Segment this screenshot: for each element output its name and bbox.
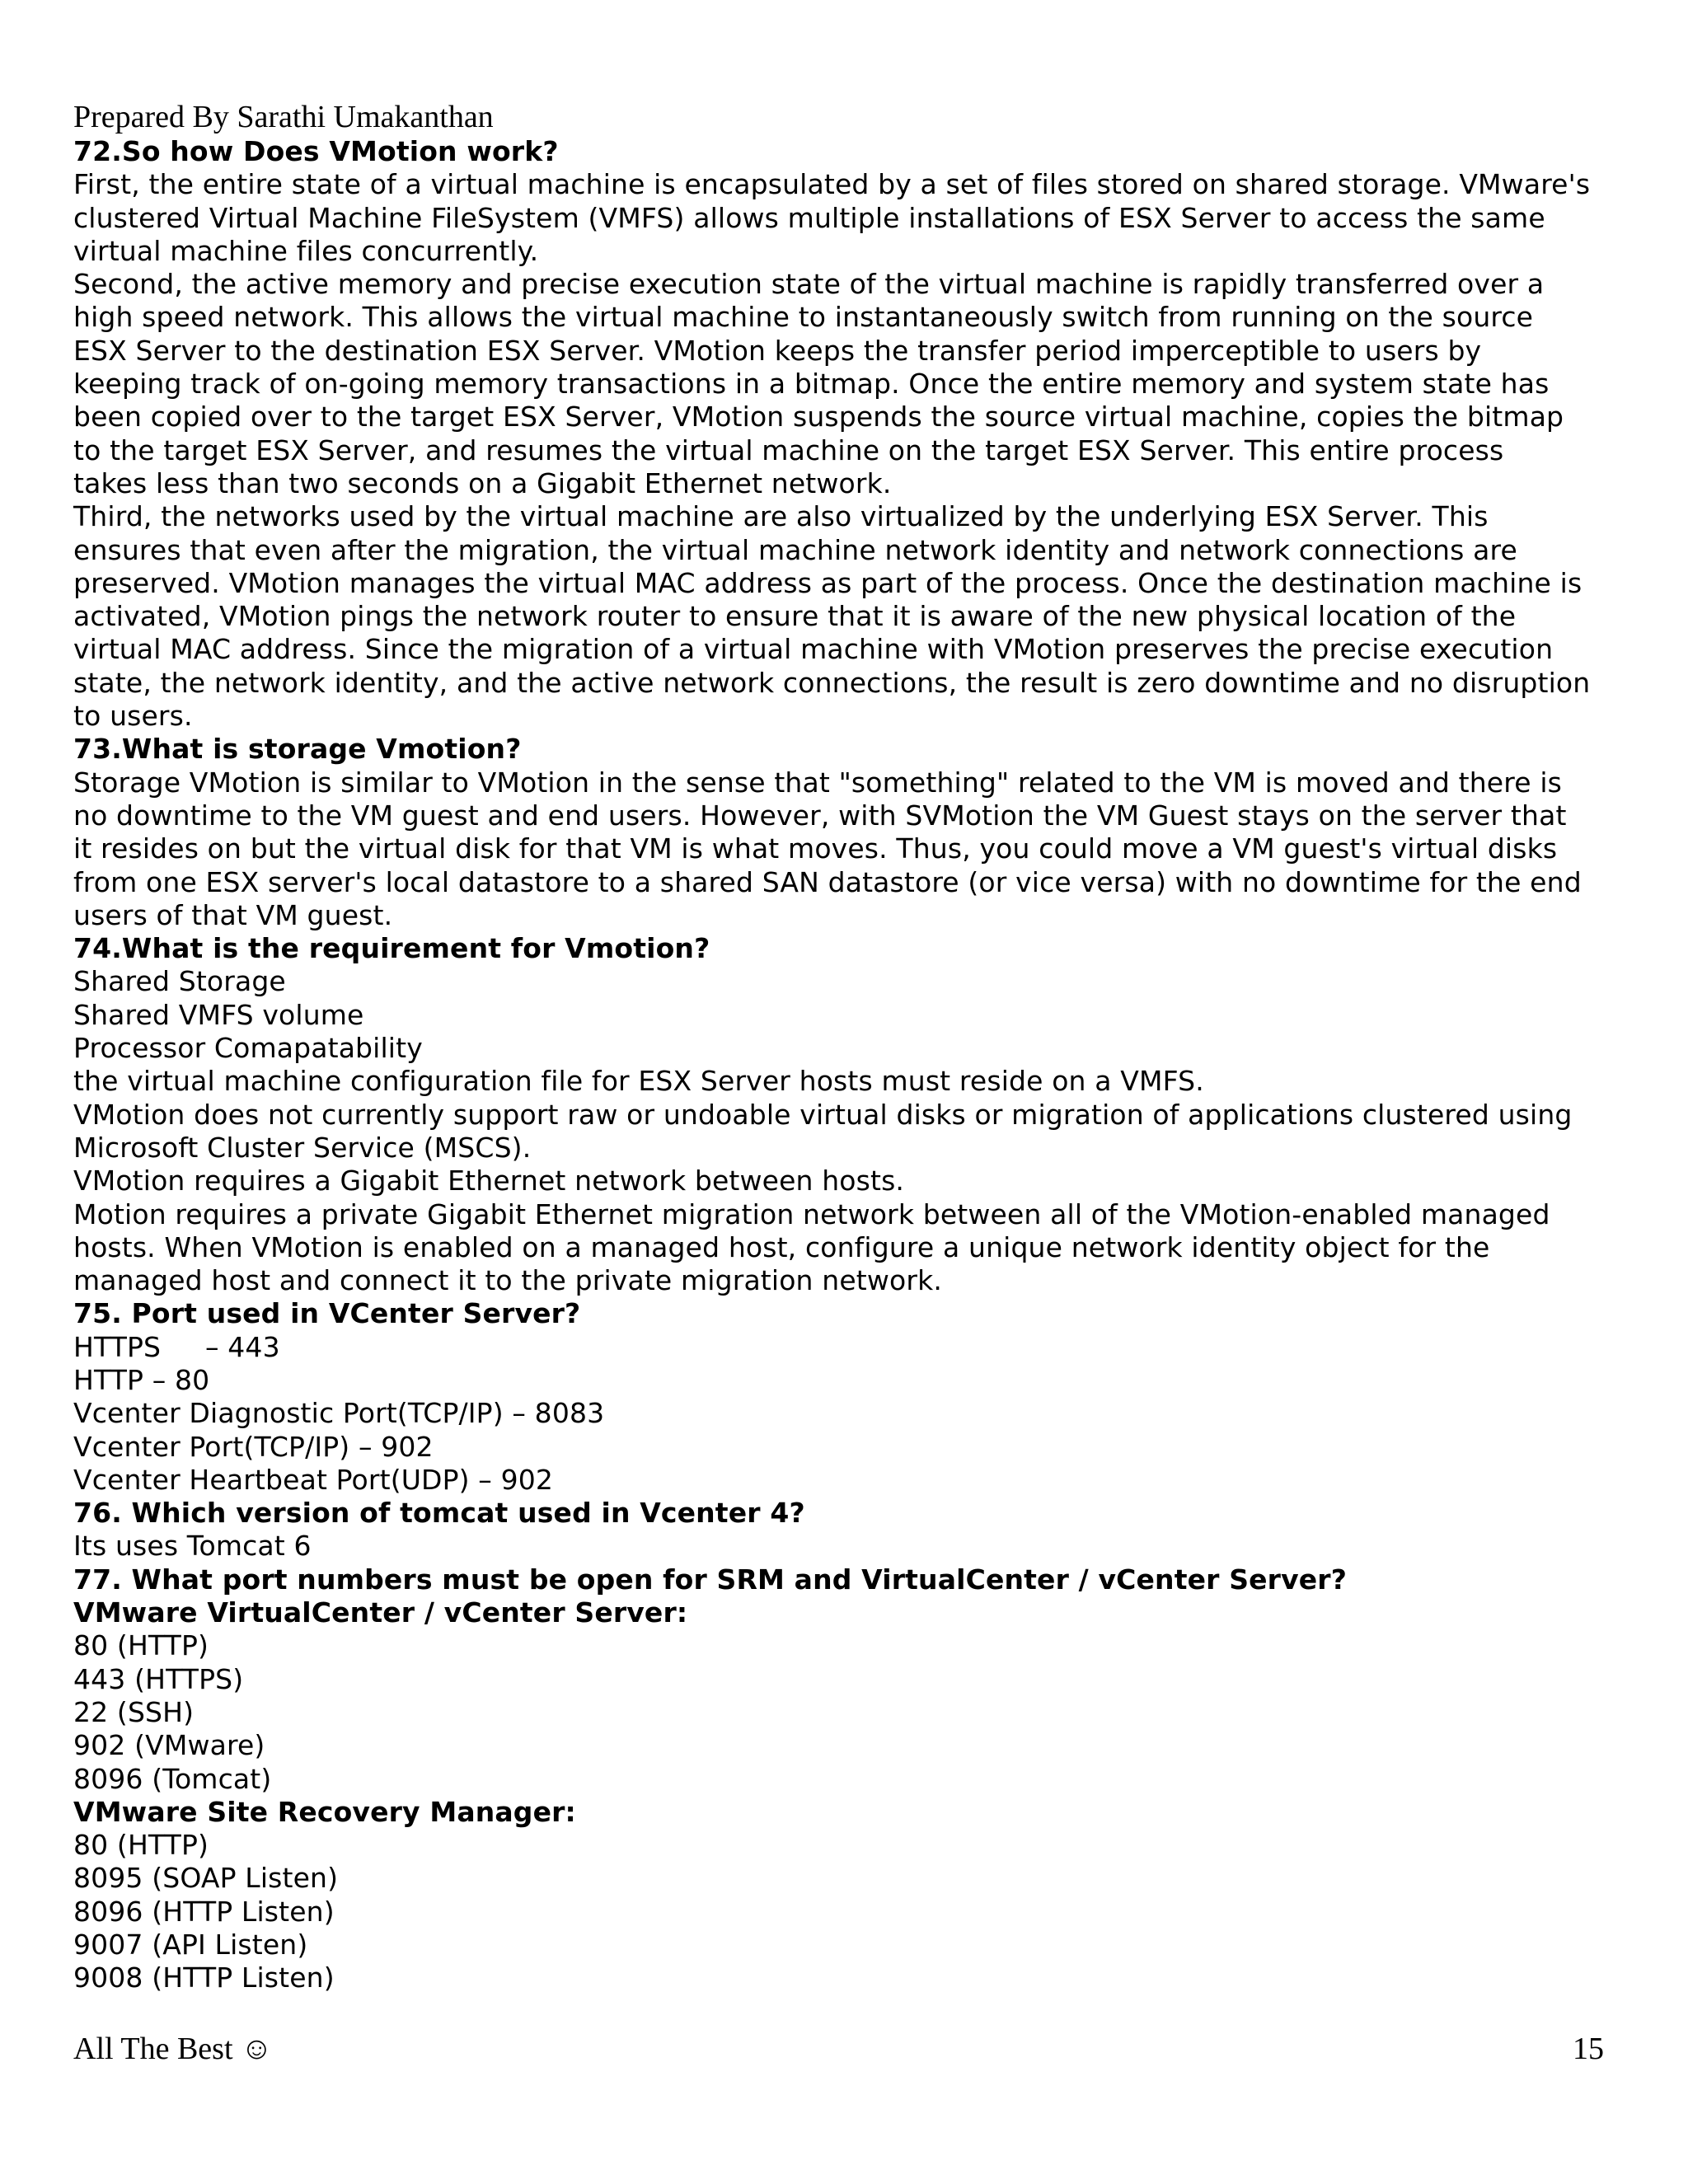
answer-line: Second, the active memory and precise execution state of the virtual machine is rapidly transferred over a bbox=[73, 268, 1545, 301]
answer-line: Its uses Tomcat 6 bbox=[73, 1530, 312, 1563]
answer-line: ESX Server to the destination ESX Server. VMotion keeps the transfer period imperceptible to users by bbox=[73, 334, 1482, 367]
port-item: 9007 (API Listen) bbox=[73, 1929, 308, 1961]
vcenter-ports-heading: VMware VirtualCenter / vCenter Server: bbox=[73, 1596, 688, 1629]
port-item: 8095 (SOAP Listen) bbox=[73, 1862, 339, 1895]
answer-line: Motion requires a private Gigabit Ethernet migration network between all of the VMotion-enabled managed bbox=[73, 1197, 1550, 1230]
answer-line: Shared VMFS volume bbox=[73, 998, 364, 1031]
https-label: HTTPS bbox=[73, 1330, 162, 1363]
answer-line: virtual MAC address. Since the migration of a virtual machine with VMotion preserves the precise execution bbox=[73, 633, 1554, 666]
question-76-title: 76. Which version of tomcat used in Vcenter 4? bbox=[73, 1497, 805, 1530]
answer-74 bbox=[73, 965, 1623, 1297]
answer-line: managed host and connect it to the private migration network. bbox=[73, 1264, 942, 1297]
answer-line: clustered Virtual Machine FileSystem (VMFS) allows multiple installations of ESX Server to access the same bbox=[73, 201, 1545, 234]
answer-73 bbox=[73, 766, 1623, 932]
answer-line: hosts. When VMotion is enabled on a managed host, configure a unique network identity object for the bbox=[73, 1230, 1490, 1263]
question-74-title: 74.What is the requirement for Vmotion? bbox=[73, 932, 710, 965]
answer-line: First, the entire state of a virtual machine is encapsulated by a set of files stored on shared storage. VMware's bbox=[73, 168, 1591, 201]
question-72-title: 72.So how Does VMotion work? bbox=[73, 135, 559, 167]
answer-line: Vcenter Port(TCP/IP) – 902 bbox=[73, 1430, 434, 1463]
answer-75 bbox=[73, 1331, 1623, 1497]
answer-line: to users. bbox=[73, 700, 193, 733]
answer-line: been copied over to the target ESX Server, VMotion suspends the source virtual machine, copies the bitmap bbox=[73, 401, 1564, 434]
https-value: – 443 bbox=[205, 1330, 280, 1363]
port-item: 80 (HTTP) bbox=[73, 1829, 209, 1862]
answer-line: takes less than two seconds on a Gigabit Ethernet network. bbox=[73, 466, 892, 499]
answer-line: HTTP – 80 bbox=[73, 1363, 210, 1396]
answer-line: preserved. VMotion manages the virtual MAC address as part of the process. Once the destination machine is bbox=[73, 566, 1582, 599]
answer-line: Vcenter Diagnostic Port(TCP/IP) – 8083 bbox=[73, 1397, 605, 1430]
port-item: 8096 (Tomcat) bbox=[73, 1762, 272, 1795]
answer-line: activated, VMotion pings the network router to ensure that it is aware of the new physical location of the bbox=[73, 600, 1517, 633]
answer-line: virtual machine files concurrently. bbox=[73, 234, 539, 267]
answer-line: from one ESX server's local datastore to a shared SAN datastore (or vice versa) with no downtime for the end bbox=[73, 865, 1582, 898]
answer-line: Vcenter Heartbeat Port(UDP) – 902 bbox=[73, 1463, 554, 1496]
port-item: 8096 (HTTP Listen) bbox=[73, 1895, 335, 1928]
answer-line: VMotion requires a Gigabit Ethernet network between hosts. bbox=[73, 1165, 905, 1197]
answer-line: keeping track of on-going memory transactions in a bitmap. Once the entire memory and system state has bbox=[73, 368, 1550, 401]
question-77-title: 77. What port numbers must be open for SRM and VirtualCenter / vCenter Server? bbox=[73, 1563, 1347, 1596]
page-number: 15 bbox=[1573, 2032, 1604, 2066]
port-item: 22 (SSH) bbox=[73, 1695, 195, 1728]
srm-ports-list bbox=[73, 1829, 1623, 1994]
answer-line: Third, the networks used by the virtual machine are also virtualized by the underlying ESX Server. This bbox=[73, 500, 1489, 533]
answer-line: state, the network identity, and the active network connections, the result is zero downtime and no disruption bbox=[73, 666, 1591, 699]
question-75-title: 75. Port used in VCenter Server? bbox=[73, 1297, 581, 1330]
page-footer-text: All The Best ☺ bbox=[73, 2032, 273, 2066]
answer-line: high speed network. This allows the virtual machine to instantaneously switch from running on the source bbox=[73, 301, 1534, 334]
port-item: 902 (VMware) bbox=[73, 1729, 265, 1762]
answer-line: the virtual machine configuration file for ESX Server hosts must reside on a VMFS. bbox=[73, 1065, 1204, 1098]
answer-line: Microsoft Cluster Service (MSCS). bbox=[73, 1131, 532, 1164]
answer-line: to the target ESX Server, and resumes the virtual machine on the target ESX Server. This entire process bbox=[73, 434, 1504, 466]
answer-line: Shared Storage bbox=[73, 965, 286, 998]
answer-line: Processor Comapatability bbox=[73, 1032, 423, 1065]
page-header: Prepared By Sarathi Umakanthan bbox=[73, 100, 494, 134]
answer-line: it resides on but the virtual disk for that VM is what moves. Thus, you could move a VM guest's virtual disks bbox=[73, 832, 1558, 865]
question-73-title: 73.What is storage Vmotion? bbox=[73, 733, 522, 766]
answer-line: VMotion does not currently support raw or undoable virtual disks or migration of applications clustered using bbox=[73, 1098, 1573, 1131]
answer-72 bbox=[73, 168, 1623, 733]
answer-line: no downtime to the VM guest and end users. However, with SVMotion the VM Guest stays on the server that bbox=[73, 799, 1567, 832]
vcenter-ports-list bbox=[73, 1629, 1623, 1795]
document-body bbox=[73, 135, 1623, 1995]
port-item: 9008 (HTTP Listen) bbox=[73, 1961, 335, 1994]
port-item: 443 (HTTPS) bbox=[73, 1662, 244, 1695]
answer-line: ensures that even after the migration, the virtual machine network identity and network connections are bbox=[73, 533, 1517, 566]
https-port-line bbox=[73, 1331, 1623, 1364]
answer-line: users of that VM guest. bbox=[73, 898, 393, 931]
port-item: 80 (HTTP) bbox=[73, 1629, 209, 1662]
srm-ports-heading: VMware Site Recovery Manager: bbox=[73, 1795, 576, 1828]
answer-line: Storage VMotion is similar to VMotion in the sense that "something" related to the VM is moved and there is bbox=[73, 766, 1563, 799]
